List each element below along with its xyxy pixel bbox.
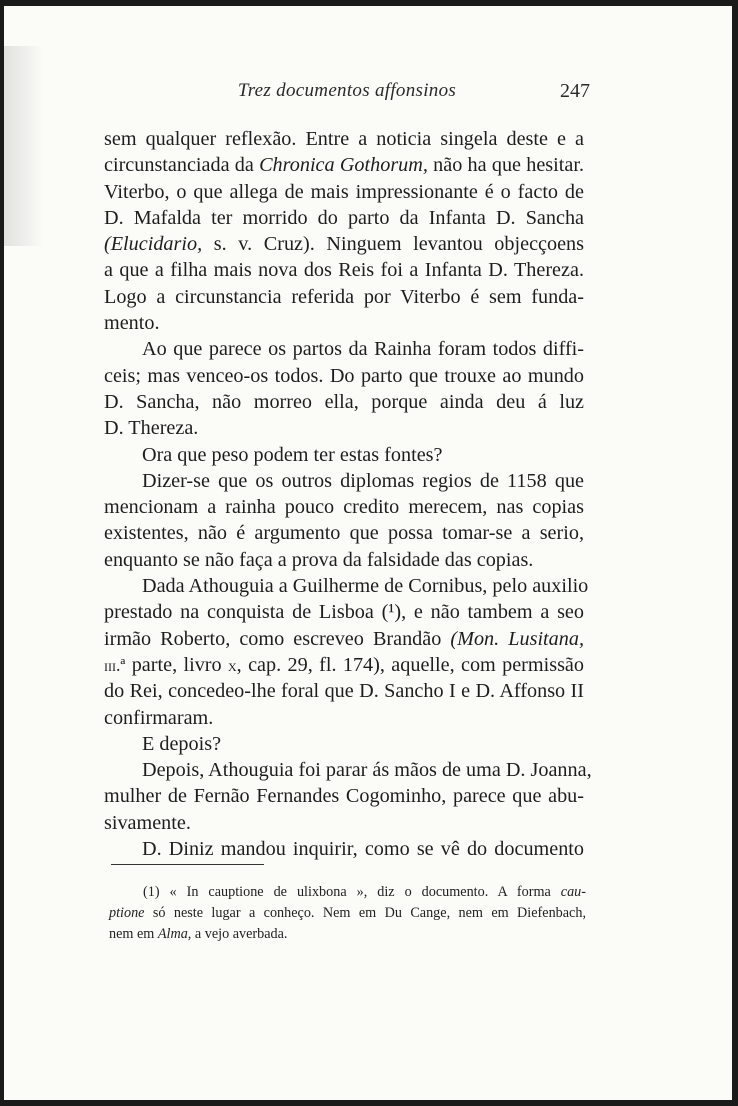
text-line: enquanto se não faça a prova da falsidade das copias. — [104, 548, 534, 571]
text-line: Ora que peso podem ter estas fontes? — [142, 443, 443, 466]
work-title-italic: (Mon. Lusitana, — [450, 627, 584, 650]
roman-numeral: x — [227, 654, 237, 675]
text-run: só neste lugar a conheço. Nem em Du Cange, nem em Diefenbach, — [144, 905, 586, 922]
footnote-line — [109, 882, 586, 903]
text-line: ceis; mas venceo-os todos. Do parto que trouxe ao mundo — [104, 364, 584, 387]
text-line: Ao que parece os partos da Rainha foram todos diffi- — [142, 338, 584, 361]
body-text — [104, 126, 592, 862]
text-line: prestado na conquista de Lisboa (¹), e não tambem a seo — [104, 601, 584, 624]
text-line — [104, 152, 584, 178]
text-line: do Rei, concedeo-lhe foral que D. Sancho I e D. Affonso II — [104, 680, 584, 703]
text-line: mulher de Fernão Fernandes Cogominho, parece que abu- — [104, 785, 584, 808]
text-line: sivamente. — [104, 811, 191, 834]
text-line: Dada Athouguia a Guilherme de Cornibus, pelo auxilio — [142, 575, 589, 598]
text-run: s. v. Cruz). Ninguem levantou objecçoens — [202, 233, 584, 256]
text-line: Depois, Athouguia foi parar ás mãos de uma D. Joanna, — [142, 759, 592, 782]
text-line — [104, 231, 584, 257]
text-line: Viterbo, o que allega de mais impressionante é o facto de — [104, 180, 584, 203]
work-title-italic: Alma, — [157, 926, 192, 943]
word-italic: ptione — [109, 905, 145, 922]
text-run: não ha que hesitar. — [427, 154, 584, 177]
text-run: circunstanciada da — [104, 154, 260, 177]
page-header — [104, 80, 590, 106]
text-line: a que a filha mais nova dos Reis foi a Infanta D. Thereza. — [104, 259, 584, 282]
text-run: nem em — [109, 926, 158, 943]
work-title-italic: (Elucidario, — [104, 233, 203, 256]
text-run: (1) « In cauptione de ulixbona », diz o documento. A forma — [143, 884, 561, 900]
text-line: D. Thereza. — [104, 417, 199, 440]
book-page — [4, 6, 732, 1100]
text-line: D. Diniz mandou inquirir, como se vê do documento — [142, 838, 584, 861]
text-line — [104, 626, 584, 652]
text-run: irmão Roberto, como escreveo Brandão — [104, 627, 451, 650]
text-line: mento. — [104, 312, 160, 335]
text-line: D. Mafalda ter morrido do parto da Infanta D. Sancha — [104, 206, 584, 229]
text-run: a vejo averbada. — [191, 926, 288, 943]
text-line: D. Sancha, não morreo ella, porque ainda deu á luz — [104, 390, 584, 413]
work-title-italic: Chronica Gothorum, — [259, 154, 428, 177]
footnote — [109, 882, 586, 946]
text-line: mencionam a rainha pouco credito merecem, nas copias — [104, 496, 584, 519]
text-run: , cap. 29, fl. 174), aquelle, com permissão — [236, 653, 584, 676]
footnote-line — [109, 924, 586, 945]
text-line: E depois? — [142, 732, 222, 755]
text-line: Dizer-se que os outros diplomas regios de 1158 que — [142, 469, 584, 492]
footnote-rule — [111, 864, 264, 865]
text-line: confirmaram. — [104, 706, 214, 729]
running-title: Trez documentos affonsinos — [237, 80, 457, 101]
footnote-line — [109, 903, 586, 924]
text-line: sem qualquer reflexão. Entre a noticia singela deste e a — [104, 128, 584, 150]
word-italic: cau- — [560, 884, 586, 900]
roman-numeral: iii.ª — [104, 654, 126, 675]
page-number: 247 — [560, 80, 590, 102]
text-line — [104, 652, 584, 678]
text-line: Logo a circunstancia referida por Viterbo é sem funda- — [104, 285, 584, 308]
text-run: parte, livro — [125, 653, 228, 676]
text-line: existentes, não é argumento que possa tomar-se a serio, — [104, 522, 584, 545]
